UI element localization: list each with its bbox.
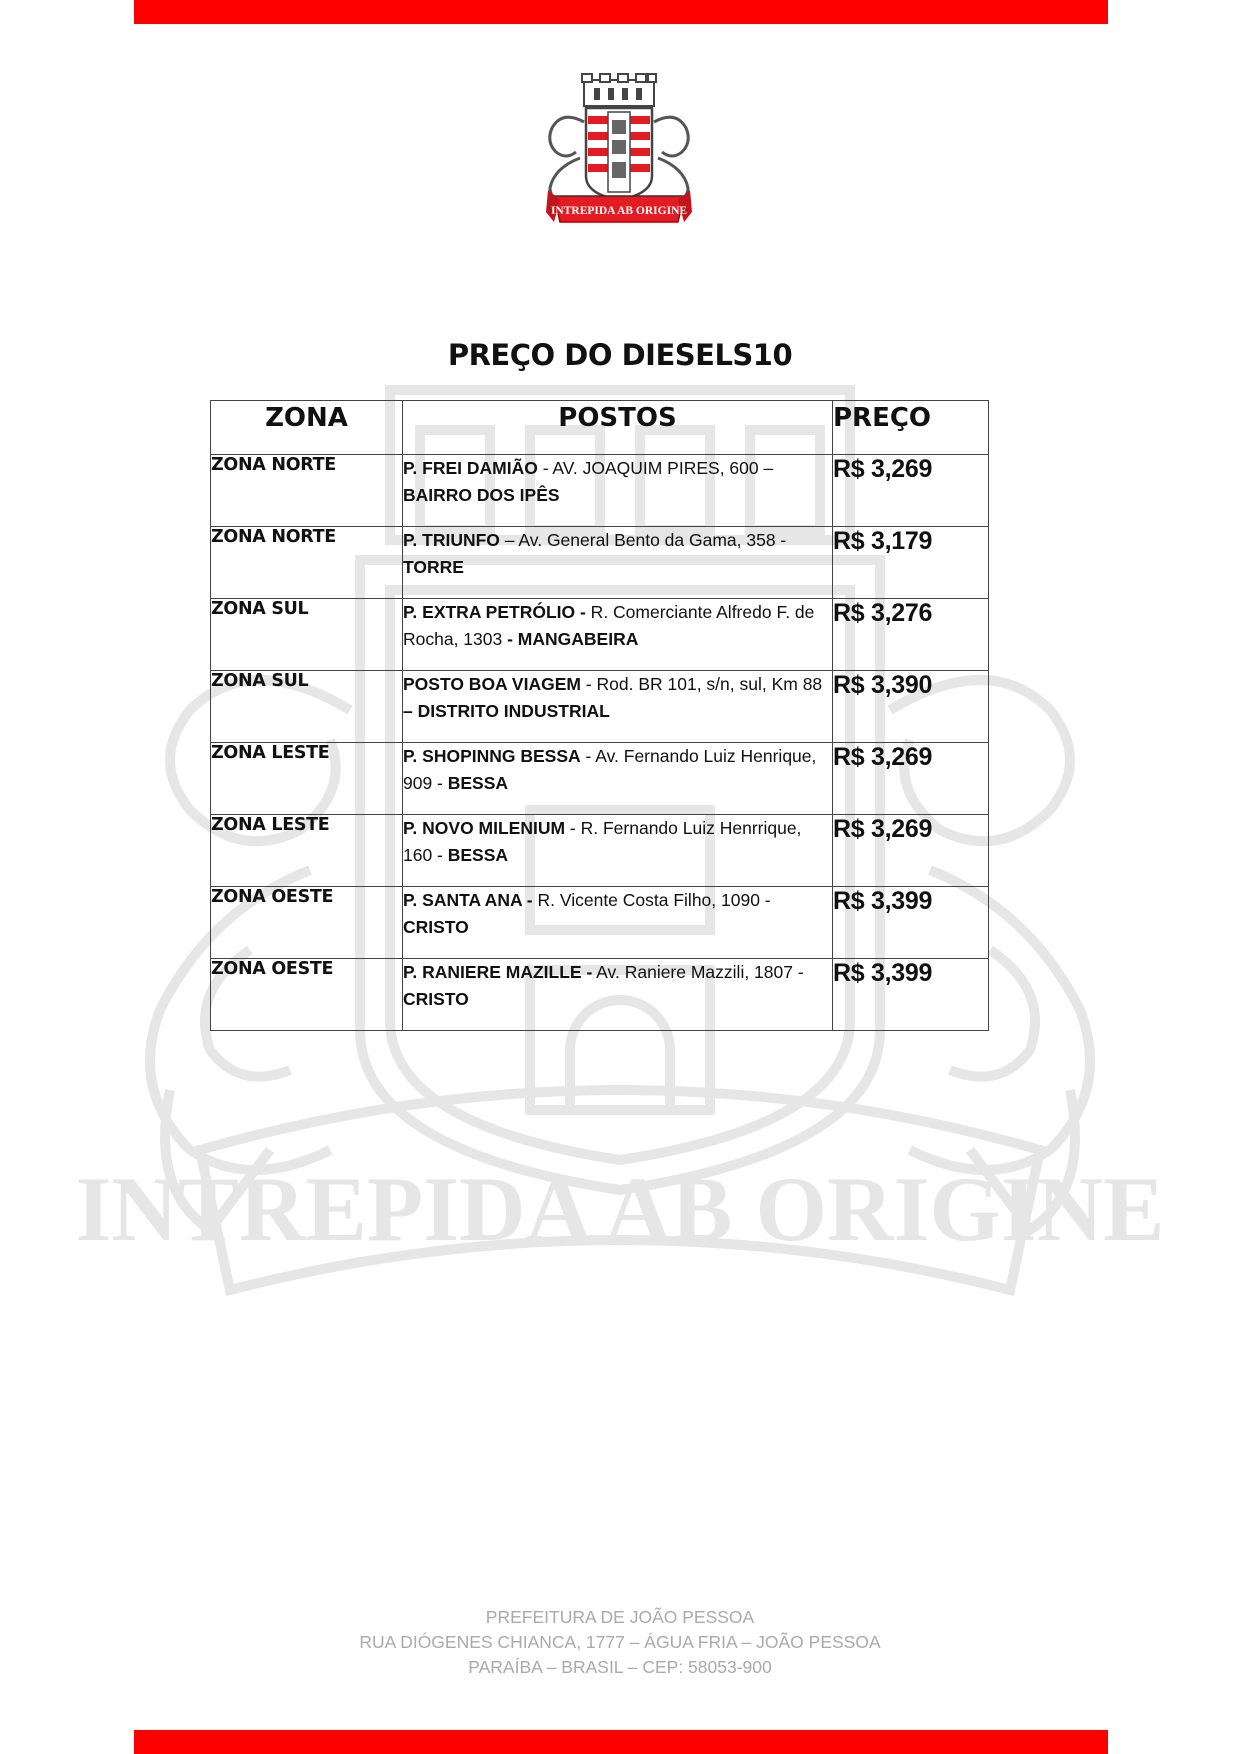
posto-bairro: - MANGABEIRA [507,629,639,649]
top-red-bar [134,0,1108,24]
bottom-red-bar [134,1730,1108,1754]
posto-address: - R. Fernando Luiz Henrrique, 160 - [403,818,802,865]
header-zona: ZONA [211,401,403,455]
posto-bairro: BAIRRO DOS IPÊS [403,485,560,505]
city-crest-logo [544,72,694,226]
table-row [211,599,989,671]
zona-cell: ZONA SUL [211,599,403,671]
preco-cell: R$ 3,269 [833,455,989,527]
zona-cell: ZONA LESTE [211,743,403,815]
posto-name: P. NOVO MILENIUM [403,818,566,838]
table-row [211,887,989,959]
posto-address: - Rod. BR 101, s/n, sul, Km 88 [580,674,823,694]
table-row [211,527,989,599]
posto-name: P. EXTRA PETRÓLIO - [403,602,586,622]
posto-bairro: CRISTO [403,917,469,937]
zona-cell: ZONA OESTE [211,887,403,959]
crest-motto: INTREPIDA AB ORIGINE [550,205,688,217]
table-row [211,743,989,815]
posto-name: P. TRIUNFO [403,530,500,550]
posto-cell [403,743,833,815]
preco-cell: R$ 3,269 [833,815,989,887]
posto-name: P. FREI DAMIÃO [403,458,538,478]
table-row [211,671,989,743]
posto-address: - AV. JOAQUIM PIRES, 600 – [537,458,774,478]
zona-cell: ZONA NORTE [211,527,403,599]
zona-cell: ZONA SUL [211,671,403,743]
footer-line-1: PREFEITURA DE JOÃO PESSOA [485,1607,755,1627]
posto-bairro: – DISTRITO INDUSTRIAL [403,701,610,721]
footer-line-3: PARAÍBA – BRASIL – CEP: 58053-900 [468,1657,772,1677]
posto-name: P. RANIERE MAZILLE - [403,962,593,982]
posto-address: R. Comerciante Alfredo F. de Rocha, 1303 [403,602,815,649]
posto-cell [403,959,833,1031]
posto-address: – Av. General Bento da Gama, 358 - [499,530,787,550]
posto-name: POSTO BOA VIAGEM [403,674,581,694]
preco-cell: R$ 3,276 [833,599,989,671]
posto-bairro: BESSA [447,773,509,793]
zona-cell: ZONA LESTE [211,815,403,887]
posto-bairro: BESSA [447,845,509,865]
preco-cell: R$ 3,179 [833,527,989,599]
page-title: PREÇO DO DIESELS10 [447,338,793,372]
posto-cell [403,455,833,527]
zona-cell: ZONA OESTE [211,959,403,1031]
preco-cell: R$ 3,390 [833,671,989,743]
table-header-row [211,401,989,455]
posto-address: Av. Raniere Mazzili, 1807 - [592,962,804,982]
table-row [211,959,989,1031]
posto-address: R. Vicente Costa Filho, 1090 - [532,890,771,910]
posto-bairro: CRISTO [403,989,469,1009]
footer-line-2: RUA DIÓGENES CHIANCA, 1777 – ÁGUA FRIA – JOÃO PESSOA [359,1632,881,1652]
posto-cell [403,599,833,671]
preco-cell: R$ 3,269 [833,743,989,815]
posto-address: - Av. Fernando Luiz Henrique, 909 - [403,746,817,793]
table-row [211,455,989,527]
posto-name: P. SANTA ANA - [403,890,533,910]
posto-cell [403,887,833,959]
posto-name: P. SHOPINNG BESSA [403,746,581,766]
table-row [211,815,989,887]
header-preco: PREÇO [833,401,989,455]
price-table [210,400,989,1031]
footer-address [0,1605,1240,1680]
posto-cell [403,527,833,599]
preco-cell: R$ 3,399 [833,887,989,959]
zona-cell: ZONA NORTE [211,455,403,527]
posto-cell [403,815,833,887]
watermark-motto: INTREPIDA AB ORIGINE [75,1158,1165,1260]
header-postos: POSTOS [403,401,833,455]
posto-bairro: TORRE [403,557,464,577]
posto-cell [403,671,833,743]
preco-cell: R$ 3,399 [833,959,989,1031]
